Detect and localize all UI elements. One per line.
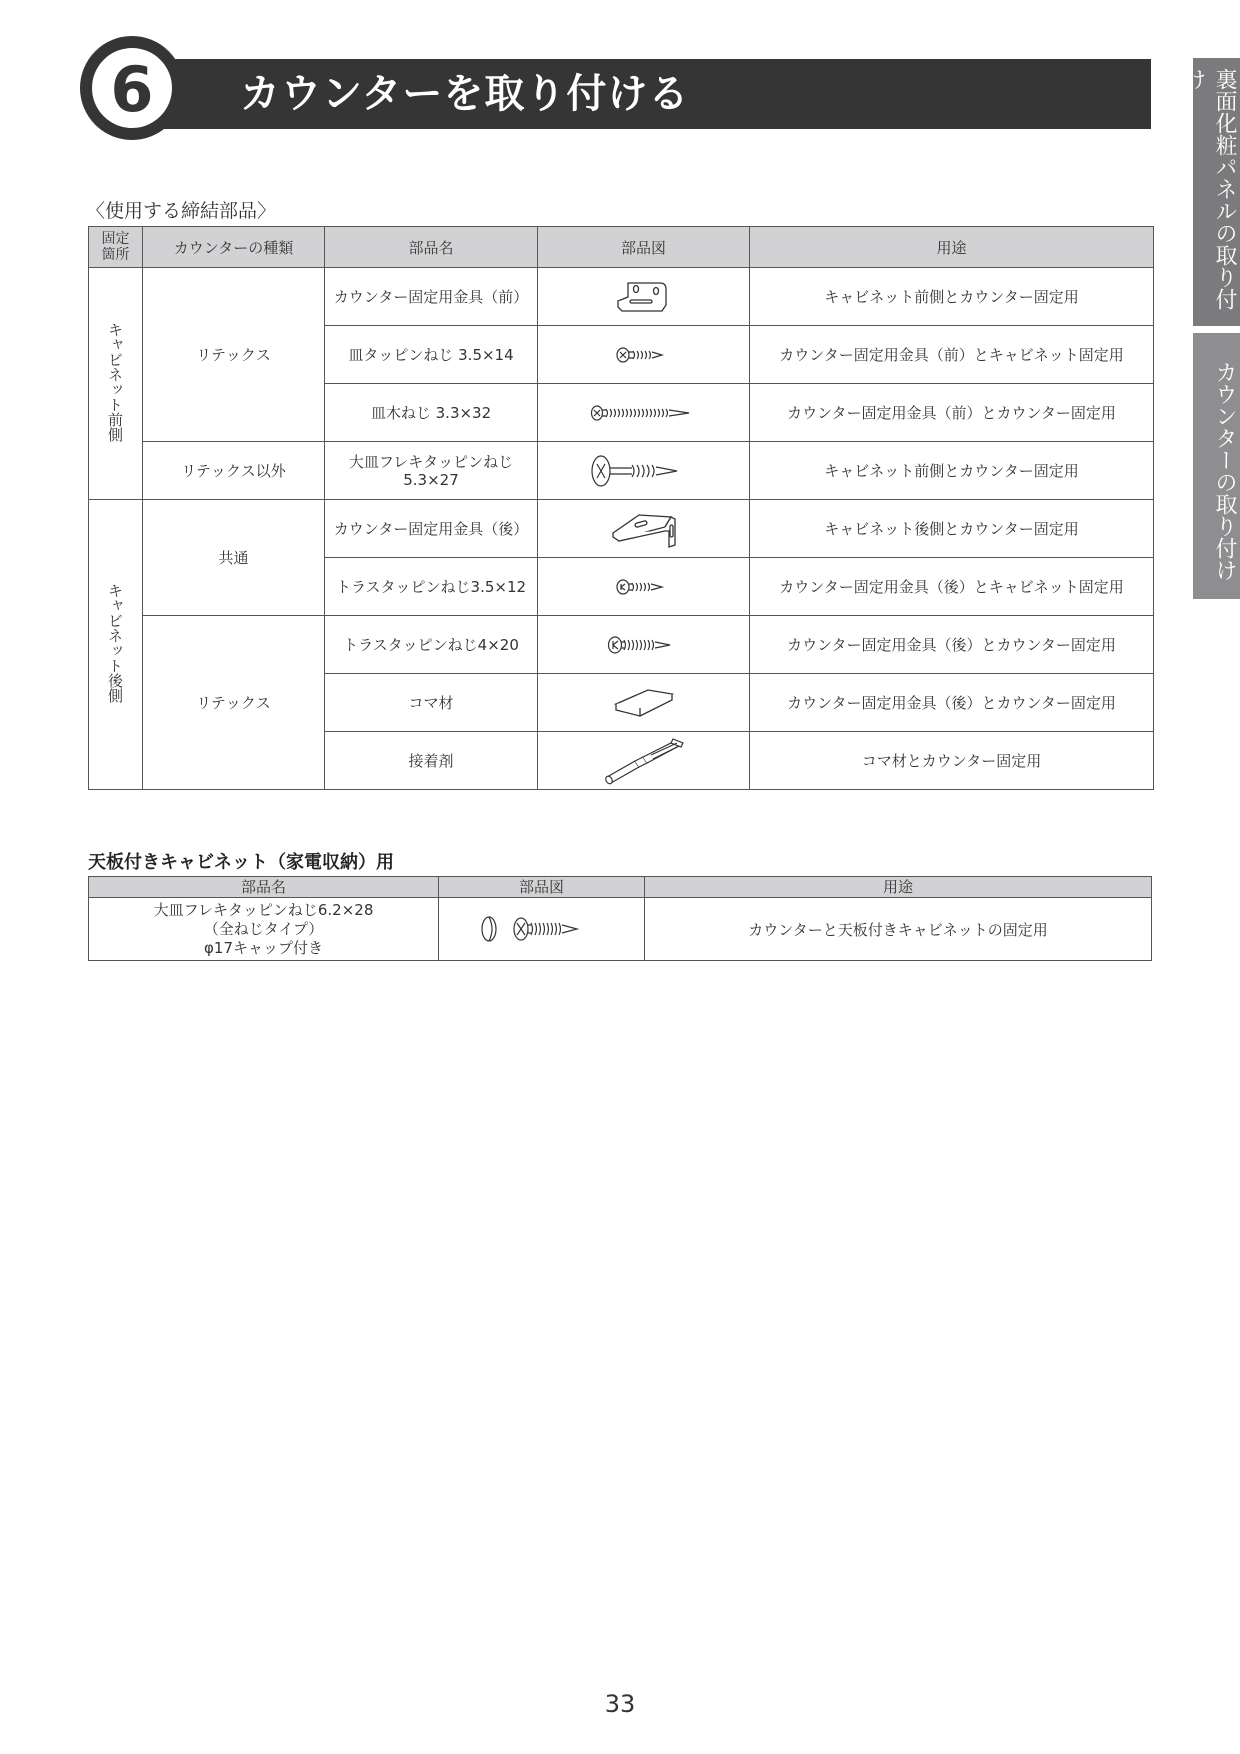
col-header-part-name: 部品名 (325, 227, 538, 268)
part-name-cell: 皿タッピンねじ 3.5×14 (325, 326, 538, 384)
flat-wood-screw-icon (538, 384, 750, 442)
col-header-location-line2: 箇所 (101, 247, 130, 263)
rear-bracket-icon (538, 500, 750, 558)
location-cell-rear (89, 500, 143, 790)
section-caption-appliance-cabinet: 天板付きキャビネット（家電収納）用 (88, 852, 394, 873)
table-header-row (89, 227, 1154, 268)
use-cell: キャビネット前側とカウンター固定用 (750, 268, 1154, 326)
large-flat-tapping-screw-icon (538, 442, 750, 500)
part-name-line2: 5.3×27 (403, 470, 459, 489)
counter-type-cell: 共通 (143, 500, 325, 616)
page-title: カウンターを取り付ける (240, 71, 690, 117)
step-number-badge (80, 36, 184, 140)
part-name-cell (89, 898, 439, 961)
col-header-location (89, 227, 143, 268)
side-tab-back-panel[interactable]: 裏面化粧パネルの取り付け (1193, 58, 1240, 326)
table-header-row (89, 877, 1152, 898)
part-name-line1: 大皿フレキタッピンねじ (348, 452, 514, 471)
col-header-counter-type: カウンターの種類 (143, 227, 325, 268)
use-cell: カウンター固定用金具（後）とカウンター固定用 (750, 674, 1154, 732)
flat-tapping-screw-icon (538, 326, 750, 384)
part-name-line1: 大皿フレキタッピンねじ6.2×28 (153, 900, 374, 919)
table-row (89, 500, 1154, 558)
page-number: 33 (604, 1690, 636, 1718)
location-label: キャビネット後側 (106, 582, 124, 703)
table-row (89, 442, 1154, 500)
use-cell: カウンター固定用金具（前）とカウンター固定用 (750, 384, 1154, 442)
use-cell: コマ材とカウンター固定用 (750, 732, 1154, 790)
part-name-cell (325, 442, 538, 500)
counter-type-cell: リテックス以外 (143, 442, 325, 500)
fasteners-table (88, 226, 1154, 790)
col-header-part-figure: 部品図 (439, 877, 645, 898)
step-number: 6 (110, 53, 154, 126)
col-header-use: 用途 (750, 227, 1154, 268)
col-header-part-name: 部品名 (89, 877, 439, 898)
part-name-cell: 皿木ねじ 3.3×32 (325, 384, 538, 442)
part-name-cell: カウンター固定用金具（前） (325, 268, 538, 326)
use-cell: カウンター固定用金具（後）とカウンター固定用 (750, 616, 1154, 674)
side-tab-counter[interactable]: カウンターの取り付け (1193, 333, 1240, 599)
col-header-location-line1: 固定 (101, 231, 130, 247)
adhesive-tube-icon (538, 732, 750, 790)
col-header-part-figure: 部品図 (538, 227, 750, 268)
table-row (89, 616, 1154, 674)
part-name-cell: トラスタッピンねじ3.5×12 (325, 558, 538, 616)
use-cell: カウンターと天板付きキャビネットの固定用 (645, 898, 1152, 961)
part-name-line3: φ17キャップ付き (204, 938, 323, 957)
part-name-cell: コマ材 (325, 674, 538, 732)
part-name-cell: 接着剤 (325, 732, 538, 790)
counter-type-cell: リテックス (143, 268, 325, 442)
use-cell: カウンター固定用金具（後）とキャビネット固定用 (750, 558, 1154, 616)
counter-type-cell: リテックス (143, 616, 325, 790)
col-header-use: 用途 (645, 877, 1152, 898)
truss-screw-small-icon (538, 558, 750, 616)
table-row (89, 268, 1154, 326)
truss-screw-large-icon (538, 616, 750, 674)
cap-and-screw-icon (439, 898, 645, 961)
part-name-cell: トラスタッピンねじ4×20 (325, 616, 538, 674)
spacer-block-icon (538, 674, 750, 732)
part-name-cell: カウンター固定用金具（後） (325, 500, 538, 558)
table-row (89, 898, 1152, 961)
location-cell-front (89, 268, 143, 500)
part-name-line2: （全ねじタイプ） (203, 919, 324, 938)
location-label: キャビネット前側 (106, 321, 124, 442)
use-cell: キャビネット後側とカウンター固定用 (750, 500, 1154, 558)
section-caption-fasteners: 〈使用する締結部品〉 (86, 200, 277, 222)
use-cell: キャビネット前側とカウンター固定用 (750, 442, 1154, 500)
appliance-cabinet-table (88, 876, 1152, 961)
use-cell: カウンター固定用金具（前）とキャビネット固定用 (750, 326, 1154, 384)
front-bracket-icon (538, 268, 750, 326)
